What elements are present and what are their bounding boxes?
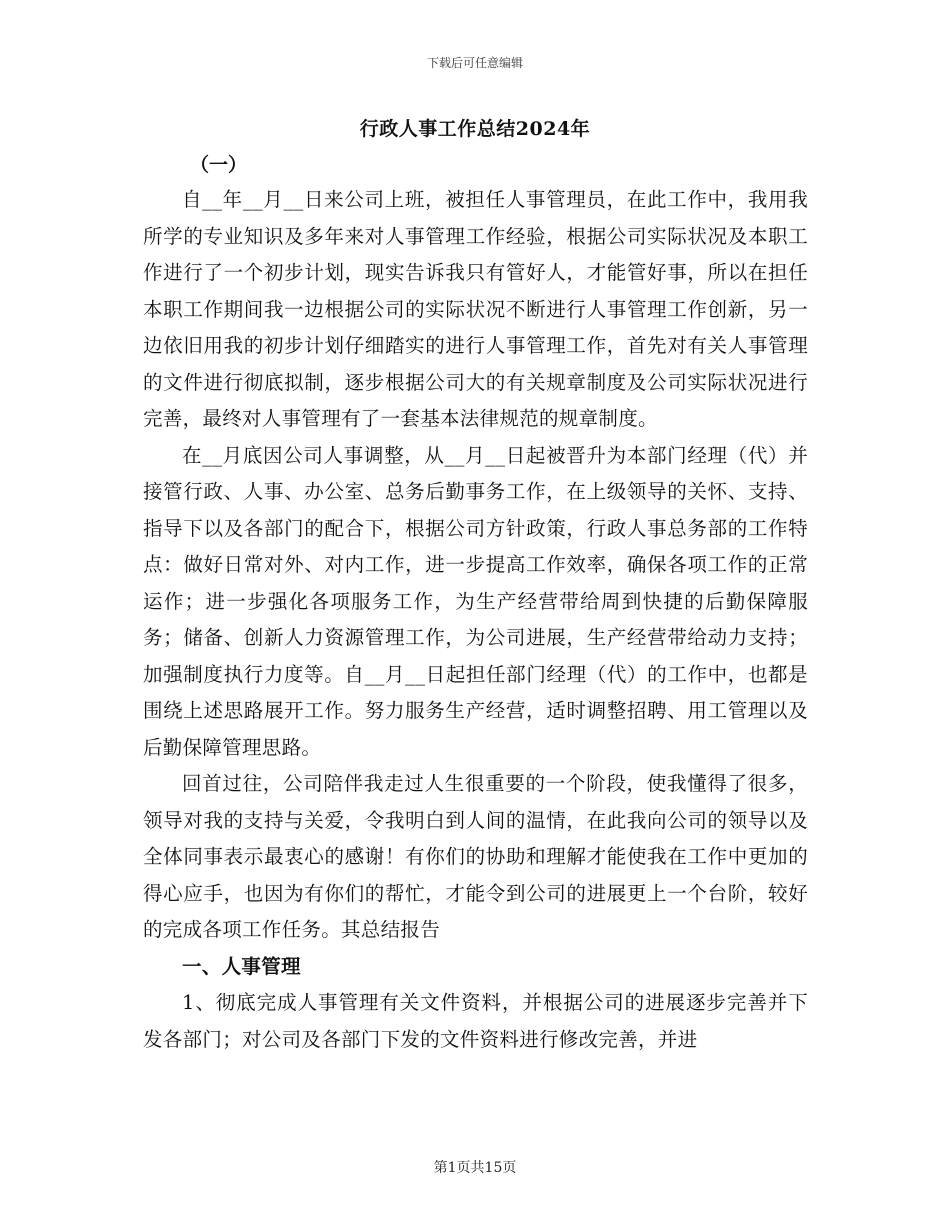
document-body xyxy=(143,182,808,1058)
paragraph-3: 回首过往，公司陪伴我走过人生很重要的一个阶段，使我懂得了很多，领导对我的支持与关爱，令我明白到人间的温情，在此我向公司的领导以及全体同事表示最衷心的感谢！有你们的协助和理解才能使我在工作中更加的得心应手，也因为有你们的帮忙，才能令到公司的进展更上一个台阶，较好的完成各项工作任务。其总结报告 xyxy=(143,772,808,941)
header-note: 下载后可任意编辑 xyxy=(426,56,523,70)
paragraph-1: 自__年__月__日来公司上班，被担任人事管理员，在此工作中，我用我所学的专业知识及多年来对人事管理工作经验，根据公司实际状况及本职工作进行了一个初步计划，现实告诉我只有管好人，才能管好事，所以在担任本职工作期间我一边根据公司的实际状况不断进行人事管理工作创新，另一边依旧用我的初步计划仔细踏实的进行人事管理工作，首先对有关人事管理的文件进行彻底拟制，逐步根据公司大的有关规章制度及公司实际状况进行完善，最终对人事管理有了一套基本法律规范的规章制度。 xyxy=(143,188,808,430)
page-footer: 第1页共15页 xyxy=(433,1160,517,1176)
paragraph-4: 1、彻底完成人事管理有关文件资料，并根据公司的进展逐步完善并下发各部门；对公司及各部门下发的文件资料进行修改完善，并进 xyxy=(143,991,808,1051)
section-heading: 一、人事管理 xyxy=(182,954,301,978)
section-subtitle: （一） xyxy=(190,154,248,176)
paragraph-2: 在__月底因公司人事调整，从__月__日起被晋升为本部门经理（代）并接管行政、人事、办公室、总务后勤事务工作，在上级领导的关怀、支持、指导下以及各部门的配合下，根据公司方针政策，行政人事总务部的工作特点：做好日常对外、对内工作，进一步提高工作效率，确保各项工作的正常运作；进一步强化各项服务工作，为生产经营带给周到快捷的后勤保障服务；储备、创新人力资源管理工作，为公司进展，生产经营带给动力支持；加强制度执行力度等。自__月__日起担任部门经理（代）的工作中，也都是围绕上述思路展开工作。努力服务生产经营，适时调整招聘、用工管理以及后勤保障管理思路。 xyxy=(143,443,808,759)
document-title: 行政人事工作总结2024年 xyxy=(359,118,591,140)
